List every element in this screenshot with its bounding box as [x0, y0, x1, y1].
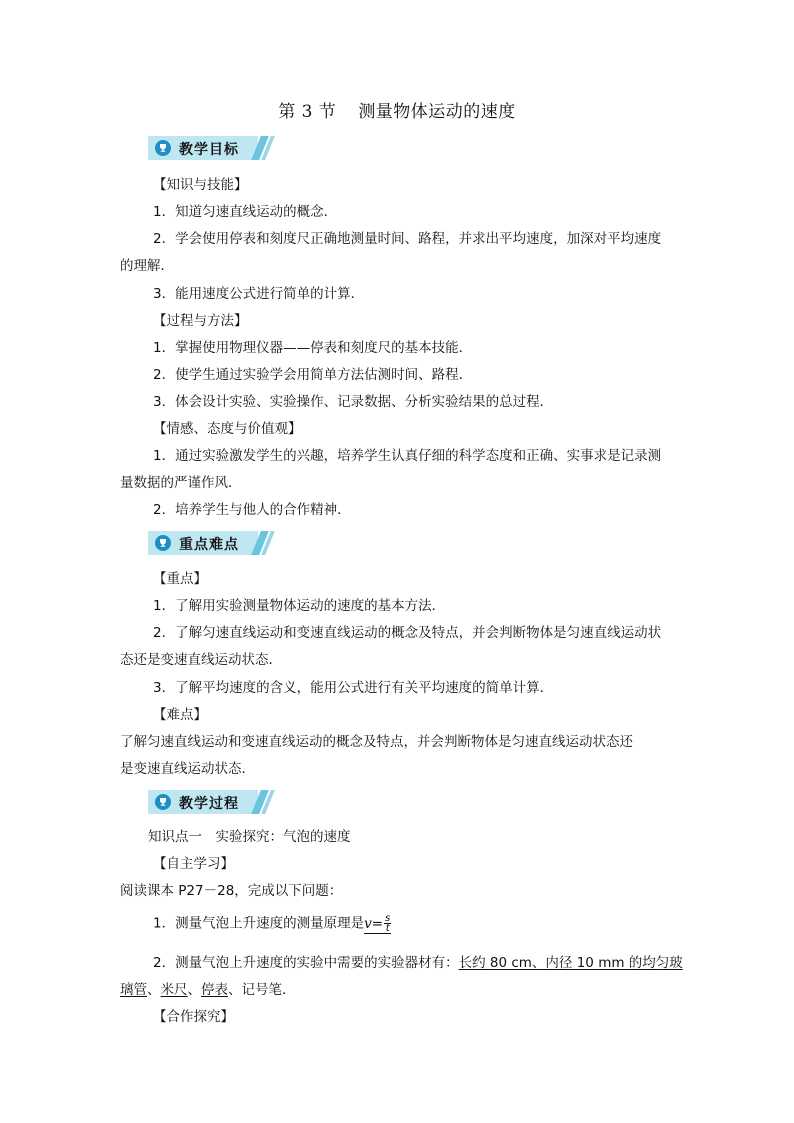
question-1-text: 1．测量气泡上升速度的测量原理是 — [153, 915, 365, 932]
answer-tube: 长约 80 cm、内径 10 mm 的均匀玻 — [458, 955, 683, 971]
process-header: 【过程与方法】 — [153, 313, 248, 329]
trophy-icon — [155, 794, 171, 810]
question-2-text: 2．测量气泡上升速度的实验中需要的实验器材有： — [153, 955, 459, 971]
answer-tube-cont: 璃管 — [120, 982, 147, 998]
formula-v: v — [364, 915, 372, 932]
process-item: 3．体会设计实验、实验操作、记录数据、分析实验结果的总过程． — [153, 394, 554, 410]
focus-item-cont: 态还是变速直线运动状态． — [120, 652, 282, 668]
trophy-icon — [155, 140, 171, 156]
formula-denominator: t — [385, 923, 390, 934]
process-item: 1．掌握使用物理仪器——停表和刻度尺的基本技能． — [153, 340, 473, 356]
difficulty-item-cont: 是变速直线运动状态． — [120, 761, 255, 777]
focus-item: 3．了解平均速度的含义，能用公式进行有关平均速度的简单计算． — [153, 680, 554, 696]
knowledge-item: 2．学会使用停表和刻度尺正确地测量时间、路程，并求出平均速度，加深对平均速度 — [153, 231, 662, 247]
section-banner-process — [148, 790, 272, 814]
self-study-header: 【自主学习】 — [153, 856, 234, 872]
section-banner-keypoints — [148, 531, 272, 555]
attitude-item: 2．培养学生与他人的合作精神． — [153, 502, 351, 518]
attitude-item-cont: 量数据的严谨作风． — [120, 475, 242, 491]
section-banner-objectives — [148, 136, 272, 160]
question-2-tail: 、记号笔． — [228, 982, 296, 998]
attitude-item: 1．通过实验激发学生的兴趣，培养学生认真仔细的科学态度和正确、实事求是记录测 — [153, 448, 662, 464]
speed-formula — [364, 913, 391, 934]
question-2 — [153, 954, 683, 972]
attitude-header: 【情感、态度与价值观】 — [153, 421, 302, 437]
title-prefix: 第 3 节 — [278, 102, 337, 122]
question-2-cont — [120, 981, 296, 999]
knowledge-item: 3．能用速度公式进行简单的计算． — [153, 286, 365, 302]
formula-numerator: s — [385, 913, 391, 924]
cooperation-header: 【合作探究】 — [153, 1009, 234, 1025]
banner-label: 重点难点 — [179, 537, 239, 553]
answer-ruler: 米尺 — [160, 982, 188, 998]
difficulty-item: 了解匀速直线运动和变速直线运动的概念及特点，并会判断物体是匀速直线运动状态还 — [120, 734, 633, 750]
process-item: 2．使学生通过实验学会用简单方法估测时间、路程． — [153, 367, 473, 383]
focus-item: 1．了解用实验测量物体运动的速度的基本方法． — [153, 598, 446, 614]
question-1 — [153, 914, 391, 933]
focus-item: 2．了解匀速直线运动和变速直线运动的概念及特点，并会判断物体是匀速直线运动状 — [153, 625, 662, 641]
knowledge-header: 【知识与技能】 — [153, 177, 248, 193]
knowledge-item-cont: 的理解． — [120, 258, 174, 274]
formula-eq: = — [371, 915, 384, 932]
reading-instruction: 阅读课本 P27－28，完成以下问题： — [120, 883, 343, 899]
separator: 、 — [147, 982, 161, 998]
difficulty-header: 【难点】 — [153, 707, 207, 723]
trophy-icon — [155, 535, 171, 551]
answer-stopwatch: 停表 — [201, 982, 228, 998]
focus-header: 【重点】 — [153, 571, 207, 587]
title-main: 测量物体运动的速度 — [358, 102, 516, 122]
separator: 、 — [187, 982, 201, 998]
banner-label: 教学过程 — [179, 796, 239, 812]
page-title — [0, 97, 794, 122]
banner-label: 教学目标 — [179, 142, 239, 158]
knowledge-point-title: 知识点一 实验探究：气泡的速度 — [148, 829, 351, 845]
knowledge-item: 1．知道匀速直线运动的概念． — [153, 204, 338, 220]
